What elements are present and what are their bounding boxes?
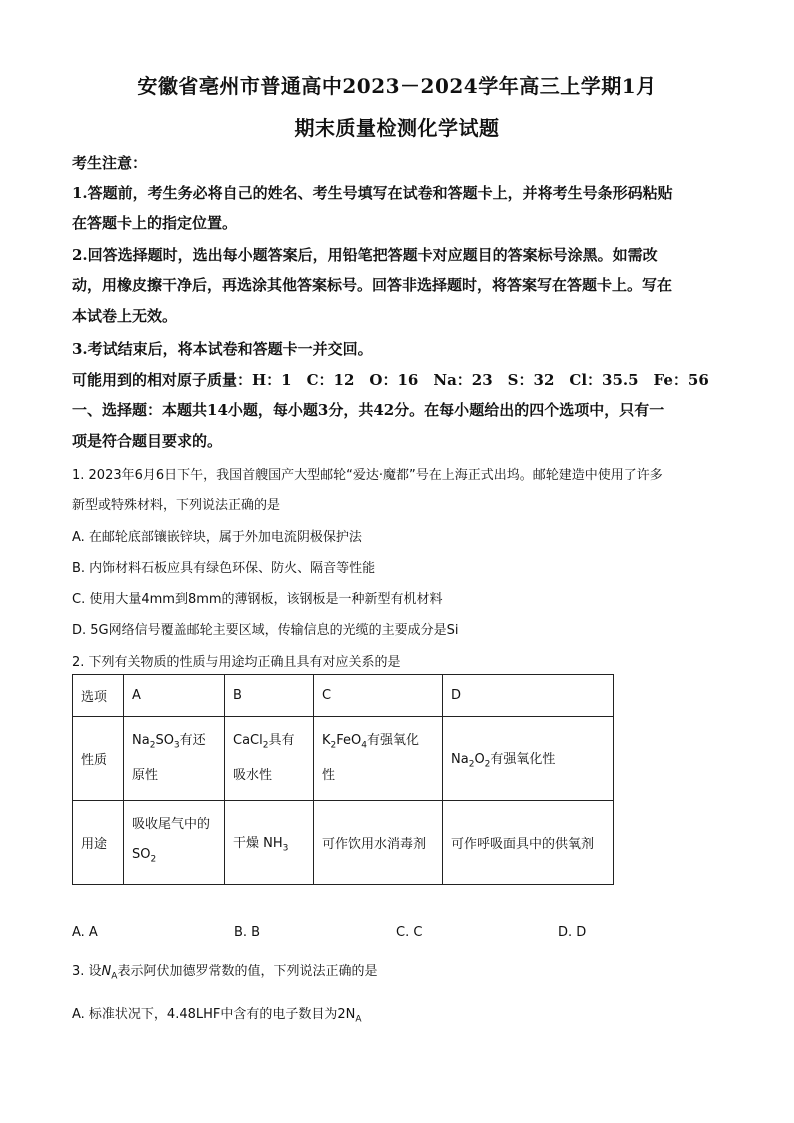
q3-option-a-sub: A (355, 1014, 362, 1025)
table-row-property (73, 717, 614, 801)
exam-title-line1: 安徽省亳州市普通高中2023－2024学年高三上学期1月 (137, 74, 657, 98)
cell-b-use (225, 801, 314, 885)
q2-answer-d: D. D (558, 925, 587, 940)
table-row-use (73, 801, 614, 885)
notice-item2-line2: 动，用橡皮擦干净后，再选涂其他答案标号。回答非选择题时，将答案写在答题卡上。写在 (72, 276, 673, 294)
cell-text: 原性 (132, 767, 159, 783)
q1-option-d: D. 5G网络信号覆盖邮轮主要区域，传输信息的光缆的主要成分是Si (72, 623, 459, 638)
formula-text: CaCl (233, 733, 263, 749)
row-label: 用途 (73, 801, 124, 885)
cell-c-use: 可作饮用水消毒剂 (314, 801, 443, 885)
cell-text: 吸收尾气中的 (132, 817, 211, 833)
section1-line1: 一、选择题：本题共14小题，每小题3分，共42分。在每小题给出的四个选项中，只有一 (72, 401, 665, 419)
atomic-masses: 可能用到的相对原子质量：H：1 C：12 O：16 Na：23 S：32 Cl：35.5 Fe：56 (72, 371, 709, 389)
notice-item1-line2: 在答题卡上的指定位置。 (72, 214, 238, 232)
cell-d-use: 可作呼吸面具中的供氧剂 (443, 801, 614, 885)
notice-heading: 考生注意： (72, 154, 148, 172)
q3-option-a-text: A. 标准状况下，4.48LHF中含有的电子数目为2N (72, 1007, 356, 1022)
q1-stem-line1: 1. 2023年6月6日下午，我国首艘国产大型邮轮“爱达·魔都”号在上海正式出坞。邮轮建造中使用了许多 (72, 468, 663, 483)
header-cell: D (443, 675, 614, 717)
formula-text: O (474, 751, 485, 767)
formula-text: SO (132, 847, 151, 863)
notice-item2-line3: 本试卷上无效。 (72, 307, 178, 325)
q2-answer-c: C. C (396, 925, 423, 940)
exam-title-line2: 期末质量检测化学试题 (294, 116, 500, 140)
formula-text: Na (132, 733, 150, 749)
q1-option-a: A. 在邮轮底部镶嵌锌块，属于外加电流阴极保护法 (72, 530, 362, 545)
q2-answer-b: B. B (234, 925, 261, 940)
cell-text: 具有 (268, 733, 295, 749)
cell-a-property (124, 717, 225, 801)
header-cell: B (225, 675, 314, 717)
q3-stem-suffix: 表示阿伏加德罗常数的值，下列说法正确的是 (117, 964, 378, 979)
formula-sub: 2 (262, 740, 269, 751)
formula-sub: 3 (173, 740, 180, 751)
header-cell: 选项 (73, 675, 124, 717)
notice-item3: 3.考试结束后，将本试卷和答题卡一并交回。 (72, 340, 373, 358)
formula-sub: 2 (149, 740, 156, 751)
section1-line2: 项是符合题目要求的。 (72, 432, 223, 450)
formula-text: SO (155, 733, 174, 749)
q3-option-a (72, 1003, 362, 1025)
cell-text: 性 (322, 767, 336, 783)
q2-options-table (72, 674, 614, 885)
cell-text: 吸水性 (233, 767, 273, 783)
cell-text: 有还 (179, 733, 206, 749)
formula-text: Na (451, 751, 469, 767)
q3-symbol-sub: A (111, 971, 118, 982)
cell-d-property (443, 717, 614, 801)
q3-stem (72, 960, 377, 982)
formula-sub: 2 (150, 854, 157, 865)
cell-a-use (124, 801, 225, 885)
cell-c-property (314, 717, 443, 801)
cell-b-property (225, 717, 314, 801)
q2-answer-a: A. A (72, 925, 98, 940)
q1-stem-line2: 新型或特殊材料，下列说法正确的是 (72, 498, 281, 513)
cell-text: 有强氧化性 (490, 751, 556, 767)
notice-item2-line1: 2.回答选择题时，选出每小题答案后，用铅笔把答题卡对应题目的答案标号涂黑。如需改 (72, 246, 658, 264)
q1-option-b: B. 内饰材料石板应具有绿色环保、防火、隔音等性能 (72, 561, 376, 576)
q1-option-c: C. 使用大量4mm到8mm的薄钢板，该钢板是一种新型有机材料 (72, 592, 443, 607)
formula-sub: 4 (361, 740, 367, 751)
header-cell: A (124, 675, 225, 717)
formula-text: K (322, 733, 331, 749)
table-header-row (73, 675, 614, 717)
header-cell: C (314, 675, 443, 717)
cell-text: 干燥 NH (233, 835, 283, 851)
cell-text: 有强氧化 (367, 733, 420, 749)
q3-symbol: N (101, 964, 112, 979)
formula-sub: 2 (330, 740, 337, 751)
row-label: 性质 (73, 717, 124, 801)
notice-item1-line1: 1.答题前，考生务必将自己的姓名、考生号填写在试卷和答题卡上，并将考生号条形码粘贴 (72, 184, 673, 202)
formula-sub: 2 (468, 759, 475, 770)
formula-text: FeO (336, 733, 362, 749)
formula-sub: 2 (484, 759, 491, 770)
formula-sub: 3 (282, 843, 289, 854)
q2-stem: 2. 下列有关物质的性质与用途均正确且具有对应关系的是 (72, 655, 401, 670)
q3-stem-prefix: 3. 设 (72, 964, 102, 979)
